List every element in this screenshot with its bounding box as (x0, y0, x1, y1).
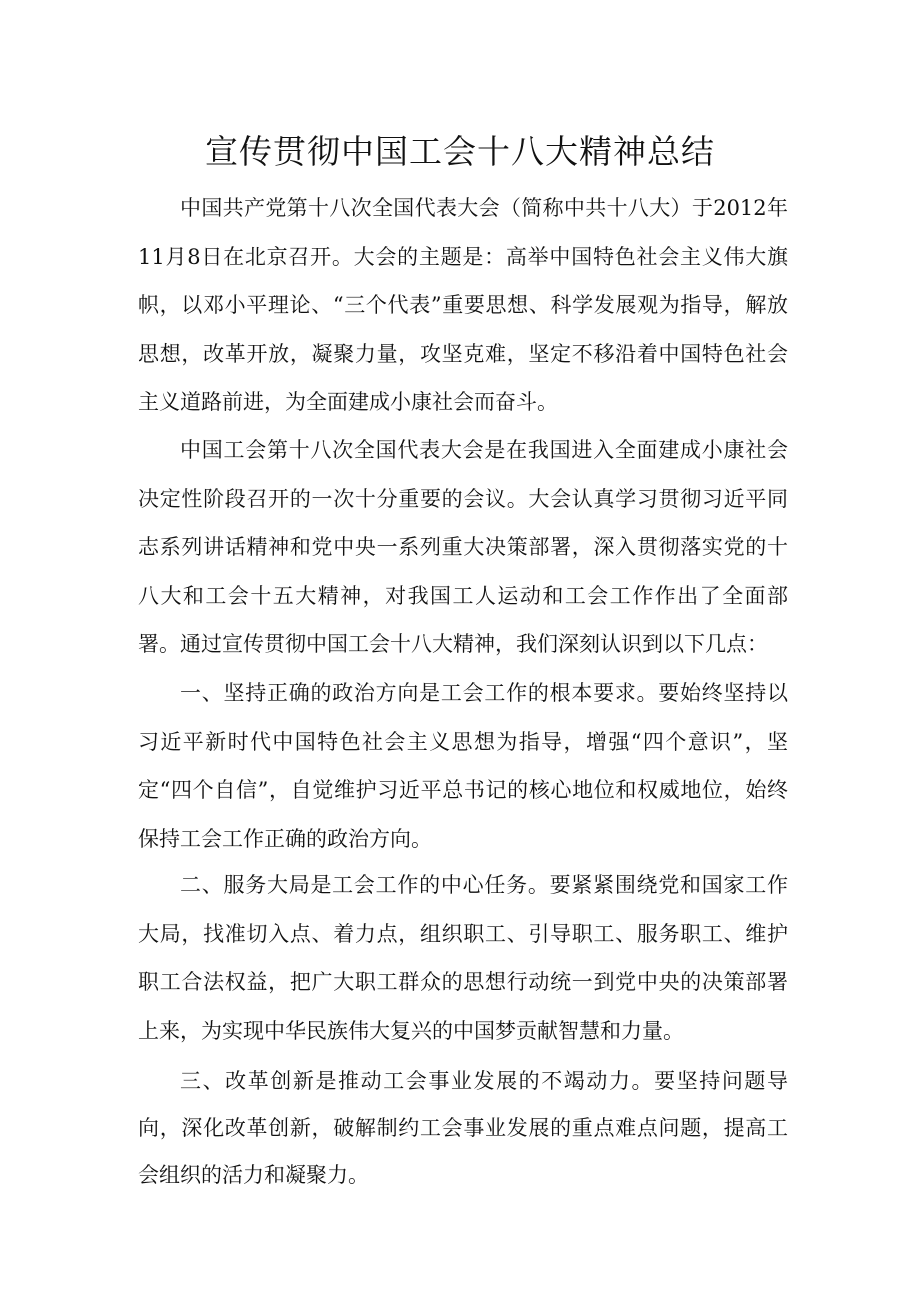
paragraph-point-one: 一、坚持正确的政治方向是工会工作的根本要求。要始终坚持以习近平新时代中国特色社会主义思想为指导，增强“四个意识”，坚定“四个自信”，自觉维护习近平总书记的核心地位和权威地位，始终保持工会工作正确的政治方向。 (138, 681, 788, 851)
paragraph-point-three: 三、改革创新是推动工会事业发展的不竭动力。要坚持问题导向，深化改革创新，破解制约工会事业发展的重点难点问题，提高工会组织的活力和凝聚力。 (138, 1069, 788, 1187)
paragraph-summary-lead: 通过宣传贯彻中国工会十八大精神，我们深刻认识到以下几点： (180, 632, 768, 656)
paragraph-congress-intro: 中国共产党第十八次全国代表大会（简称中共十八大）于2012年11月8日在北京召开。大会的主题是：高举中国特色社会主义伟大旗帜，以邓小平理论、“三个代表”重要思想、科学发展观为指导，解放思想，改革开放，凝聚力量，攻坚克难，坚定不移沿着中国特色社会主义道路前进，为全面建成小康社会而奋斗。 (138, 196, 788, 415)
paragraph-point-two: 二、服务大局是工会工作的中心任务。要紧紧围绕党和国家工作大局，找准切入点、着力点，组织职工、引导职工、服务职工、维护职工合法权益，把广大职工群众的思想行动统一到党中央的决策部署上来，为实现中华民族伟大复兴的中国梦贡献智慧和力量。 (138, 873, 788, 1043)
document-title: 宣传贯彻中国工会十八大精神总结 (205, 132, 715, 171)
paragraph-union-congress: 中国工会第十八次全国代表大会是在我国进入全面建成小康社会决定性阶段召开的一次十分重要的会议。大会认真学习贯彻习近平同志系列讲话精神和党中央一系列重大决策部署，深入贯彻落实党的十八大和工会十五大精神，对我国工人运动和工会工作作出了全面部署。 (138, 438, 788, 657)
